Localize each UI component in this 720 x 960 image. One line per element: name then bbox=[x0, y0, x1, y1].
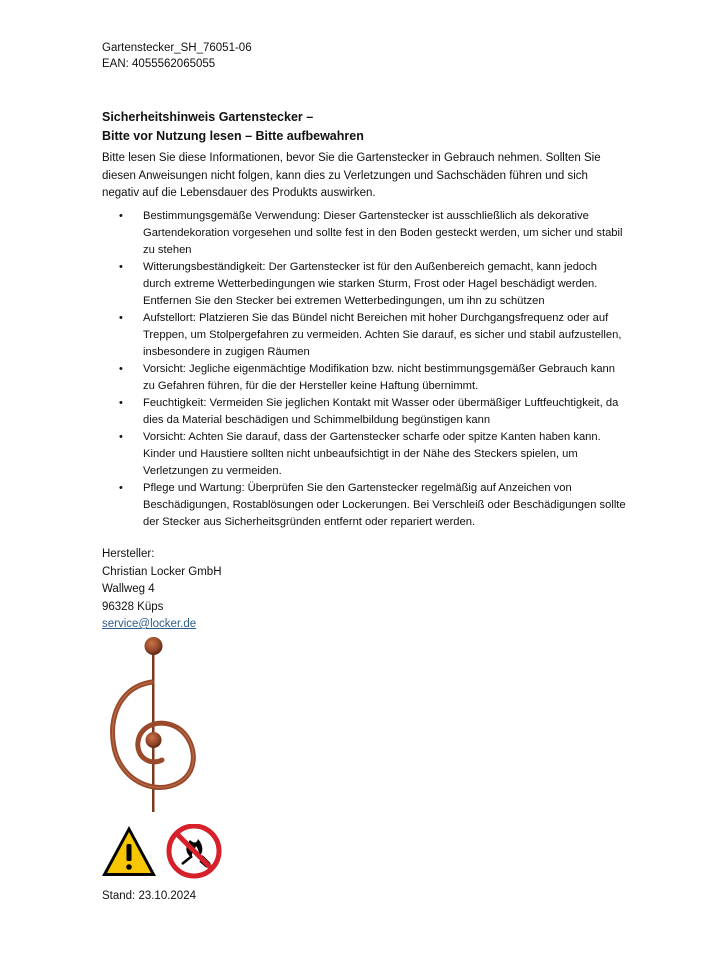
manufacturer-block bbox=[102, 546, 222, 634]
garden-stake-image bbox=[100, 632, 210, 812]
safety-icons bbox=[100, 824, 230, 880]
title-line-2: Bitte vor Nutzung lesen – Bitte aufbewahren bbox=[102, 129, 364, 143]
bullet-icon: • bbox=[119, 261, 123, 273]
list-item bbox=[102, 480, 627, 531]
manufacturer-email-link[interactable]: service@locker.de bbox=[102, 618, 197, 630]
list-item bbox=[102, 208, 627, 259]
manufacturer-city: 96328 Küps bbox=[102, 600, 164, 613]
safety-list bbox=[102, 208, 627, 531]
manufacturer-label: Hersteller: bbox=[102, 548, 155, 560]
list-item bbox=[102, 310, 627, 361]
list-item-text: Vorsicht: Jegliche eigenmächtige Modifikation bzw. nicht bestimmungsgemäßer Gebrauch kann zu Gefahren führen, für die der Hersteller keine Haftung übernimmt. bbox=[143, 363, 615, 392]
list-item bbox=[102, 361, 627, 395]
bullet-icon: • bbox=[119, 397, 123, 409]
manufacturer-company: Christian Locker GmbH bbox=[102, 565, 222, 578]
stand-date: Stand: 23.10.2024 bbox=[102, 890, 196, 902]
bullet-icon: • bbox=[119, 312, 123, 324]
intro-paragraph: Bitte lesen Sie diese Informationen, bevor Sie die Gartenstecker in Gebrauch nehmen. Sollten Sie diesen Anweisungen nicht folgen, kann dies zu Verletzungen und Sachschäden führen und sich negativ auf die Lebensdauer des Produkts auswirken. bbox=[102, 152, 601, 199]
document-title bbox=[102, 108, 364, 146]
bullet-icon: • bbox=[119, 482, 123, 494]
ean-code: EAN: 4055562065055 bbox=[102, 58, 216, 70]
list-item-text: Feuchtigkeit: Vermeiden Sie jeglichen Kontakt mit Wasser oder übermäßiger Luftfeuchtigkeit, da dies da Material beschädigen und Schimmelbildung begünstigen kann bbox=[143, 397, 619, 426]
list-item-text: Bestimmungsgemäße Verwendung: Dieser Gartenstecker ist ausschließlich als dekorative Gartendekoration vorgesehen und sollte fest in den Boden gesteckt werden, um sicher und stabil zu stehen bbox=[143, 210, 623, 256]
warning-triangle-icon bbox=[102, 826, 156, 876]
list-item bbox=[102, 429, 627, 480]
manufacturer-street: Wallweg 4 bbox=[102, 583, 155, 595]
bullet-icon: • bbox=[119, 210, 123, 222]
title-line-1: Sicherheitshinweis Gartenstecker – bbox=[102, 110, 314, 124]
product-code: Gartenstecker_SH_76051-06 bbox=[102, 42, 252, 54]
list-item bbox=[102, 259, 627, 310]
no-open-flame-icon bbox=[169, 826, 219, 876]
document-header bbox=[102, 40, 252, 72]
list-item bbox=[102, 395, 627, 429]
list-item-text: Pflege und Wartung: Überprüfen Sie den Gartenstecker regelmäßig auf Anzeichen von Beschädigungen, Rostablösungen oder Lockerungen. Bei Verschleiß oder Beschädigungen sollte der Stecker aus Sicherheitsgründen entfernt oder repariert werden. bbox=[143, 482, 626, 528]
list-item-text: Vorsicht: Achten Sie darauf, dass der Gartenstecker scharfe oder spitze Kanten haben kann. Kinder und Haustiere sollten nicht unbeaufsichtigt in der Nähe des Steckers spielen, um Verletzungen zu vermeiden. bbox=[143, 431, 601, 477]
bullet-icon: • bbox=[119, 431, 123, 443]
bullet-icon: • bbox=[119, 363, 123, 375]
list-item-text: Witterungsbeständigkeit: Der Gartenstecker ist für den Außenbereich gemacht, kann jedoch durch extreme Wetterbedingungen wie starken Sturm, Frost oder Hagel beschädigt werden. Entfernen Sie den Stecker bei extremen Wetterbedingungen, um ihn zu schützen bbox=[143, 261, 598, 307]
list-item-text: Aufstellort: Platzieren Sie das Bündel nicht Bereichen mit hoher Durchgangsfrequenz oder auf Treppen, um Stolpergefahren zu vermeiden. Achten Sie darauf, es sicher und stabil aufzustellen, insbesondere in zugigen Räumen bbox=[143, 312, 622, 358]
